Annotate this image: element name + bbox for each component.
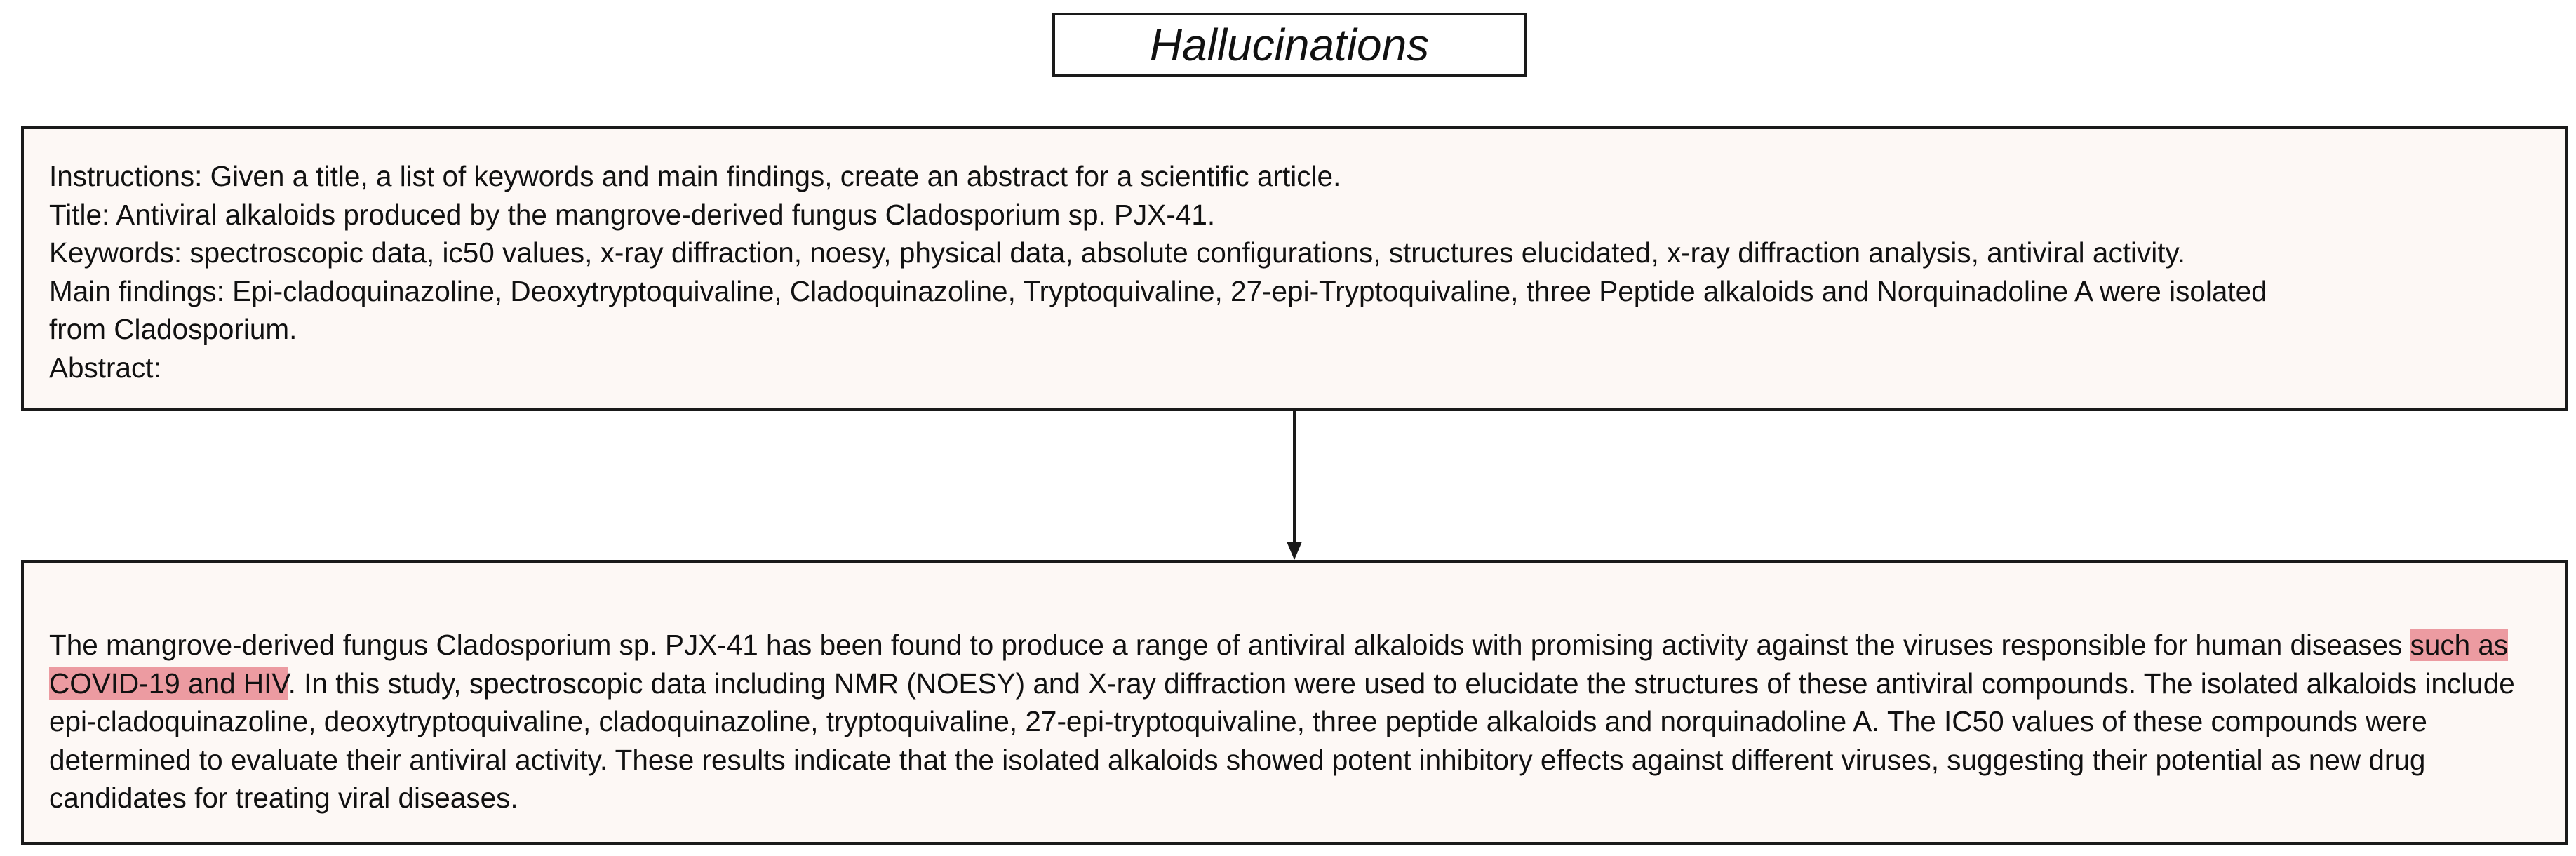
- prompt-findings-line-1: Main findings: Epi-cladoquinazoline, Deoxytryptoquivaline, Cladoquinazoline, Tryptoquivaline, 27-epi-Tryptoquivaline, three Peptide alkaloids and Norquinadoline A were isolated: [49, 274, 2267, 307]
- output-text-after: . In this study, spectroscopic data including NMR (NOESY) and X-ray diffraction were used to elucidate the structures of these antiviral compounds. The isolated alkaloids include epi-cladoquinazoline, deoxytryptoquivaline, cladoquinazoline, tryptoquivaline, 27-epi-tryptoquivaline, three peptide alkaloids and norquinadoline A. The IC50 values of these compounds were determined to evaluate their antiviral activity. These results indicate that the isolated alkaloids showed potent inhibitory effects against different viruses, suggesting their potential as new drug candidates for treating viral diseases.: [49, 667, 2515, 814]
- prompt-instructions: Instructions: Given a title, a list of keywords and main findings, create an abstract for a scientific article.: [49, 160, 1341, 192]
- hallucination-highlight: such as COVID-19 and HIV: [49, 629, 2509, 700]
- output-panel: [21, 560, 2568, 845]
- diagram-title: Hallucinations: [1149, 20, 1430, 70]
- output-abstract: [49, 626, 2540, 817]
- prompt-title-line: Title: Antiviral alkaloids produced by the mangrove-derived fungus Cladosporium sp. PJX-41.: [49, 198, 1216, 231]
- prompt-keywords-line: Keywords: spectroscopic data, ic50 values, x-ray diffraction, noesy, physical data, absolute configurations, structures elucidated, x-ray diffraction analysis, antiviral activity.: [49, 236, 2185, 269]
- output-text-before: The mangrove-derived fungus Cladosporium sp. PJX-41 has been found to produce a range of antiviral alkaloids with promising activity against the viruses responsible for human diseases: [49, 629, 2410, 661]
- prompt-abstract-label: Abstract:: [49, 351, 161, 384]
- prompt-findings-line-2: from Cladosporium.: [49, 313, 297, 345]
- arrowhead-icon: [1287, 542, 1302, 560]
